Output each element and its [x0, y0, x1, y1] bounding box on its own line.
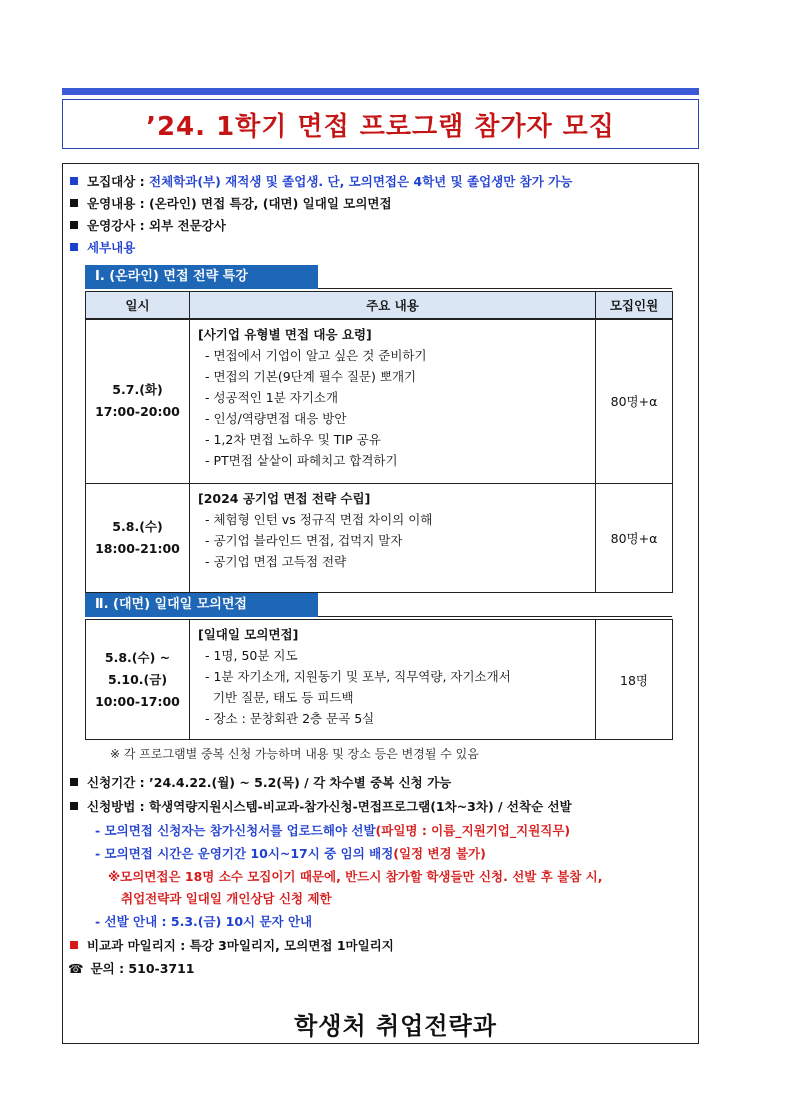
section1-header-text: Ⅰ. (온라인) 면접 전략 특강 — [95, 269, 248, 284]
section2-table — [85, 619, 673, 740]
content-cell — [190, 483, 596, 592]
people-cell: 18명 — [596, 620, 673, 740]
footer-department: 학생처 취업전략과 — [294, 1012, 497, 1040]
method-text: 신청방법 : 학생역량지원시스템-비교과-참가신청-면접프로그램(1차~3차) / 선착순 선발 — [87, 799, 572, 814]
section1-line — [318, 288, 672, 289]
instructor-text: 운영강사 : 외부 전문강사 — [87, 218, 226, 233]
apply-sub3: - 선발 안내 : 5.3.(금) 10시 문자 안내 — [95, 914, 313, 929]
apply-sub2 — [95, 846, 486, 862]
target-label: 모집대상 : — [87, 174, 150, 189]
section2-line — [318, 616, 672, 617]
target-value: 전체학과(부) 재적생 및 졸업생. 단, 모의면접은 4학년 및 졸업생만 참가 가능 — [149, 174, 573, 189]
red-square-icon — [70, 941, 78, 949]
people-cell: 80명+α — [596, 319, 673, 483]
section2-header-text: Ⅱ. (대면) 일대일 모의면접 — [95, 597, 247, 612]
warning-line-2: 취업전략과 일대일 개인상담 신청 제한 — [121, 891, 332, 906]
sub1-text: - 모의면접 신청자는 참가신청서를 업로드해야 선발 — [95, 823, 376, 838]
section1-header — [85, 265, 318, 289]
mileage-text: 비교과 마일리지 : 특강 3마일리지, 모의면접 1마일리지 — [87, 938, 394, 953]
time-line: 10:00-17:00 — [95, 693, 180, 709]
date-cell — [86, 319, 190, 483]
time-line: 17:00-20:00 — [95, 404, 180, 420]
black-square-icon — [70, 199, 78, 207]
sub2-text: - 모의면접 시간은 운영기간 10시~17시 중 임의 배정 — [95, 846, 394, 861]
section2-header — [85, 593, 318, 617]
content-cell — [190, 620, 596, 740]
list-item: - 인성/역량면접 대응 방안 — [205, 411, 347, 426]
list-item: - 체험형 인턴 vs 정규직 면접 차이의 이해 — [205, 511, 433, 527]
content-text: 운영내용 : (온라인) 면접 특강, (대면) 일대일 모의면접 — [87, 196, 392, 211]
list-item: - 성공적인 1분 자기소개 — [205, 390, 339, 405]
date-line: 5.8.(수) — [112, 518, 163, 534]
content-cell — [190, 319, 596, 483]
bullet-target — [70, 174, 572, 190]
list-item: - 면접에서 기업이 알고 싶은 것 준비하기 — [205, 348, 427, 363]
content-title: [일대일 모의면접] — [198, 627, 299, 642]
notice-text: ※ 각 프로그램별 중복 신청 가능하며 내용 및 장소 등은 변경될 수 있음 — [110, 747, 479, 761]
table-row — [86, 620, 673, 740]
top-accent-bar — [62, 88, 699, 95]
date-cell — [86, 483, 190, 592]
list-item: - 1분 자기소개, 지원동기 및 포부, 직무역량, 자기소개서 — [205, 669, 511, 684]
list-item: - 면접의 기본(9단계 필수 질문) 뽀개기 — [205, 369, 417, 384]
date-line: 5.8.(수) ~ — [104, 649, 171, 665]
list-item: - 장소 : 문창회관 2층 문곡 5실 — [205, 711, 375, 726]
col-content-header: 주요 내용 — [190, 292, 596, 320]
list-item: 기반 질문, 태도 등 피드백 — [205, 690, 354, 705]
table-row — [86, 483, 673, 592]
col-date-header: 일시 — [86, 292, 190, 320]
table-row — [86, 319, 673, 483]
date-line: 5.7.(화) — [112, 382, 163, 398]
people-cell: 80명+α — [596, 483, 673, 592]
col-people-header: 모집인원 — [596, 292, 673, 320]
black-square-icon — [70, 221, 78, 229]
list-item: - 1,2차 면접 노하우 및 TIP 공유 — [205, 432, 381, 447]
blue-square-icon — [70, 177, 78, 185]
sub2-red-text: (일정 변경 불가) — [393, 846, 486, 861]
time-line: 18:00-21:00 — [95, 540, 180, 556]
warning-line-1: ※모의면접은 18명 소수 모집이기 때문에, 반드시 참가할 학생들만 신청. 선발 후 불참 시, — [108, 869, 603, 884]
list-item: - 공기업 블라인드 면접, 겁먹지 말자 — [205, 532, 403, 548]
list-item: - 공기업 면접 고득점 전략 — [205, 553, 347, 569]
details-text: 세부내용 — [87, 240, 136, 255]
bullet-instructor — [70, 218, 226, 234]
black-square-icon — [70, 778, 78, 786]
phone-icon: ☎ — [68, 961, 84, 976]
period-text: 신청기간 : ’24.4.22.(월) ~ 5.2(목) / 각 차수별 중복 신청 가능 — [87, 775, 452, 790]
contact — [68, 961, 195, 977]
list-item: - PT면접 샅샅이 파헤치고 합격하기 — [205, 453, 398, 468]
content-title: [사기업 유형별 면접 대응 요령] — [198, 327, 372, 342]
section1-table — [85, 291, 673, 593]
black-square-icon — [70, 802, 78, 810]
apply-method — [70, 799, 572, 815]
apply-period — [70, 775, 451, 791]
list-item: - 1명, 50분 지도 — [205, 648, 298, 663]
bullet-content — [70, 196, 392, 212]
apply-sub1 — [95, 823, 570, 839]
title-box — [62, 99, 699, 149]
blue-square-icon — [70, 243, 78, 251]
page-title: ’24. 1학기 면접 프로그램 참가자 모집 — [146, 111, 615, 142]
content-title: [2024 공기업 면접 전략 수립] — [198, 490, 371, 506]
date-cell — [86, 620, 190, 740]
contact-text: 문의 : 510-3711 — [90, 961, 195, 976]
bullet-details — [70, 240, 135, 256]
mileage — [70, 938, 394, 954]
sub1-red-text: (파일명 : 이름_지원기업_지원직무) — [375, 823, 571, 838]
date-line: 5.10.(금) — [107, 671, 168, 687]
